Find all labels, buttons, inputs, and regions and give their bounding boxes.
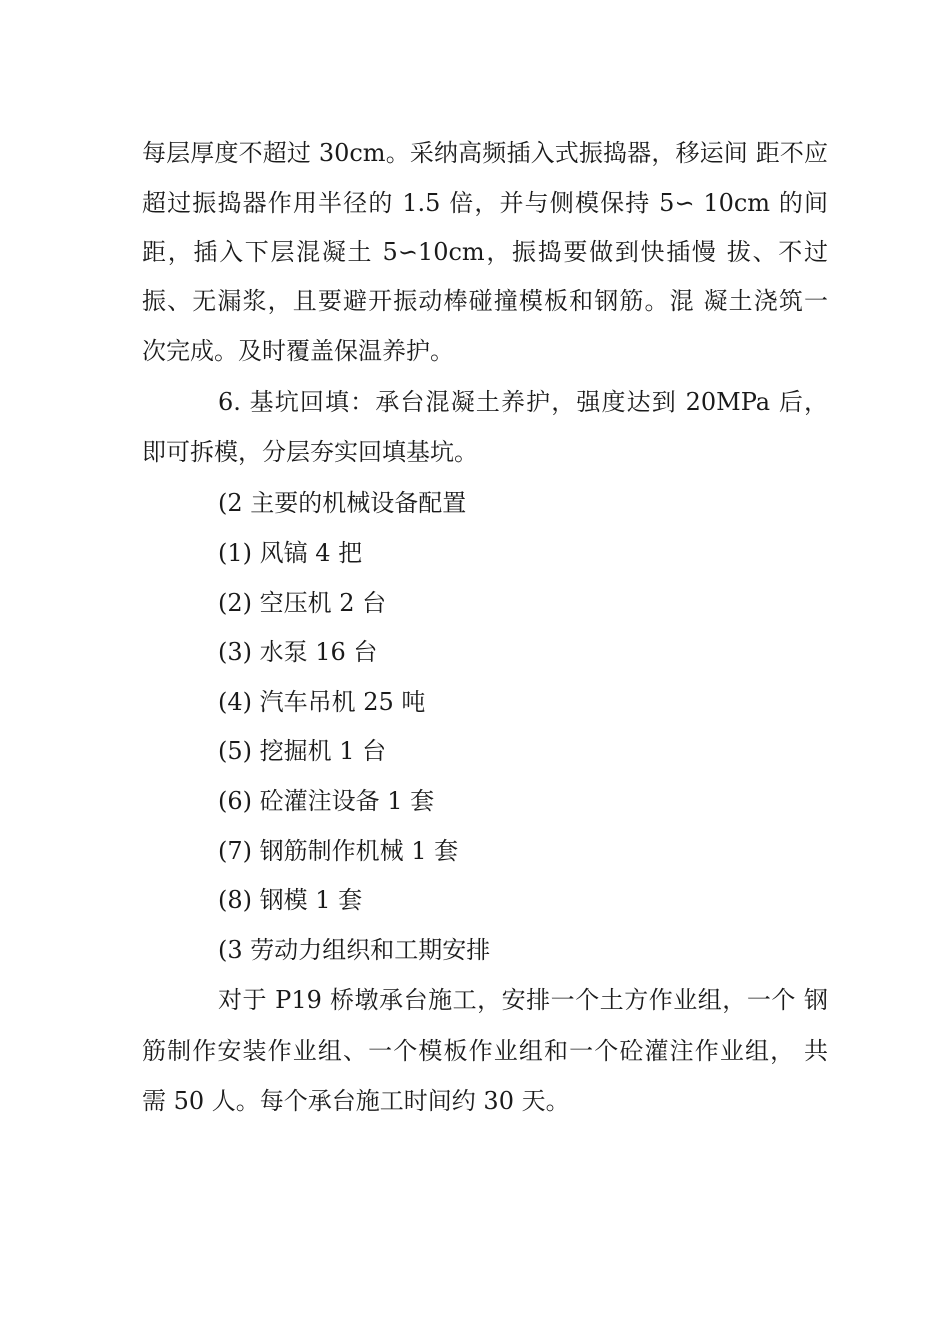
paragraph-1-line-2: 超过振捣器作用半径的 1.5 倍，并与侧模保持 5∽ 10cm 的间 bbox=[142, 189, 828, 217]
section-2-heading: (2 主要的机械设备配置 bbox=[218, 489, 467, 517]
equipment-list-item: (1) 风镐 4 把 bbox=[218, 539, 363, 567]
equipment-list-item: (8) 钢模 1 套 bbox=[218, 886, 363, 914]
equipment-list-item: (2) 空压机 2 台 bbox=[218, 589, 387, 617]
paragraph-1-line-3: 距，插入下层混凝土 5∽10cm，振捣要做到快插慢 拔、不过 bbox=[142, 238, 828, 266]
equipment-list-item: (7) 钢筋制作机械 1 套 bbox=[218, 837, 459, 865]
paragraph-1-line-4: 振、无漏浆，且要避开振动棒碰撞模板和钢筋。混 凝土浇筑一 bbox=[142, 287, 828, 315]
paragraph-1-line-5: 次完成。及时覆盖保温养护。 bbox=[142, 337, 454, 365]
paragraph-3-line-1: 对于 P19 桥墩承台施工，安排一个土方作业组，一个 钢 bbox=[218, 986, 828, 1014]
section-3-heading: (3 劳动力组织和工期安排 bbox=[218, 936, 491, 964]
equipment-list-item: (3) 水泵 16 台 bbox=[218, 638, 378, 666]
equipment-list-item: (5) 挖掘机 1 台 bbox=[218, 737, 387, 765]
paragraph-2-line-1: 6. 基坑回填：承台混凝土养护，强度达到 20MPa 后， bbox=[218, 388, 828, 416]
paragraph-3-line-3: 需 50 人。每个承台施工时间约 30 天。 bbox=[142, 1087, 570, 1115]
paragraph-1-line-1: 每层厚度不超过 30cm。采纳高频插入式振捣器，移运间 距不应 bbox=[142, 139, 828, 167]
equipment-list-item: (6) 砼灌注设备 1 套 bbox=[218, 787, 435, 815]
equipment-list-item: (4) 汽车吊机 25 吨 bbox=[218, 688, 426, 716]
paragraph-2-line-2: 即可拆模，分层夯实回填基坑。 bbox=[142, 438, 478, 466]
paragraph-3-line-2: 筋制作安装作业组、一个模板作业组和一个砼灌注作业组， 共 bbox=[142, 1037, 828, 1065]
